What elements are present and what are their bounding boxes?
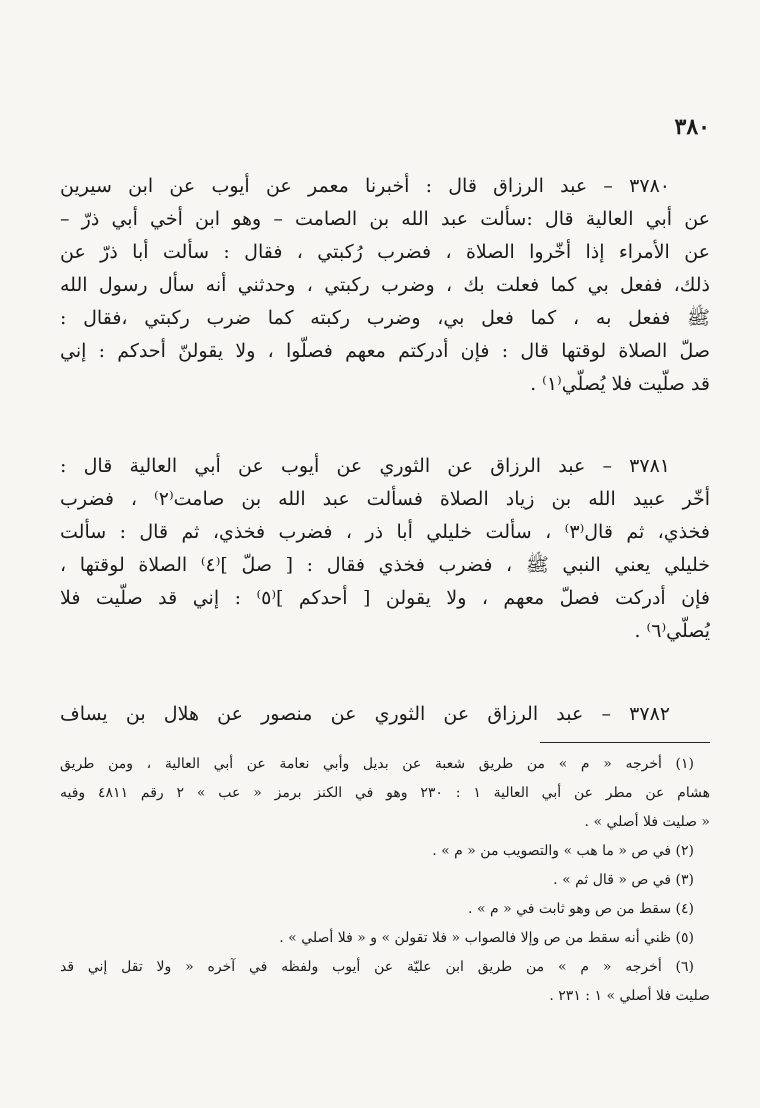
- text-line: يُصلّي⁽٦⁾ .: [634, 620, 710, 642]
- text-line: ذلك، ففعل بي كما فعلت بك ، وضرب ركبتي ، وحدثني أنه سأل رسول الله: [60, 274, 710, 296]
- footnotes: [60, 750, 710, 1011]
- text-line: ٣٧٨٠ – عبد الرزاق قال : أخبرنا معمر عن أيوب عن ابن سيرين: [60, 175, 670, 197]
- footnote-line: « صليت فلا أصلي » .: [584, 814, 710, 830]
- footnote-line: صليت فلا أصلي » ١ : ٢٣١ .: [549, 988, 710, 1004]
- footnote-divider: [540, 742, 710, 743]
- text-line: ٣٧٨٢ – عبد الرزاق عن الثوري عن منصور عن هلال بن يساف: [60, 703, 670, 725]
- hadith-3780: [60, 170, 710, 401]
- footnote-line: (٦) أخرجه « م » من طريق ابن عليّة عن أيوب ولفظه في آخره « ولا تقل إني قد: [60, 959, 694, 975]
- footnote-line: هشام عن مطر عن أبي العالية ١ : ٢٣٠ وهو في الكنز برمز « عب » ٢ رقم ٤٨١١ وفيه: [60, 785, 710, 801]
- book-page: [60, 110, 710, 1080]
- text-line: ٣٧٨١ – عبد الرزاق عن الثوري عن أيوب عن أبي العالية قال :: [60, 455, 670, 477]
- footnote-line: (٣) في ص « قال ثم » .: [553, 872, 694, 888]
- text-line: عن الأمراء إذا أخّروا الصلاة ، فضرب رُكبتي ، فقال : سألت أبا ذرّ عن: [60, 241, 710, 263]
- text-line: عن أبي العالية قال :سألت عبد الله بن الصامت – وهو ابن أخي أبي ذرّ –: [60, 208, 710, 230]
- text-line: فخذي، ثم قال⁽٣⁾ ، سألت خليلي أبا ذر ، فضرب فخذي، ثم قال : سألت: [60, 521, 710, 543]
- text-line: خليلي يعني النبي ﷺ ، فضرب فخذي فقال : [ صلّ ]⁽٤⁾ الصلاة لوقتها ،: [60, 554, 710, 576]
- footnote-line: (٤) سقط من ص وهو ثابت في « م » .: [468, 901, 694, 917]
- page-number: ٣٨٠: [674, 114, 710, 140]
- text-line: قد صلّيت فلا يُصلّي⁽١⁾ .: [530, 373, 710, 395]
- hadith-3782: [60, 698, 710, 731]
- text-line: ﷺ ففعل به ، كما فعل بي، وضرب ركبته كما ضرب ركبتي ،فقال :: [60, 307, 710, 329]
- text-line: أخّر عبيد الله بن زياد الصلاة فسألت عبد الله بن صامت⁽٢⁾ ، فضرب: [60, 488, 710, 510]
- footnote-line: (١) أخرجه « م » من طريق شعبة عن بديل وأبي نعامة عن أبي العالية ، ومن طريق: [60, 756, 694, 772]
- text-line: فإن أدركت فصلّ معهم ، ولا يقولن [ أحدكم ]⁽٥⁾ : إني قد صلّيت فلا: [60, 587, 710, 609]
- text-line: صلّ الصلاة لوقتها قال : فإن أدركتم معهم فصلّوا ، ولا يقولنّ أحدكم : إني: [60, 340, 710, 362]
- hadith-3781: [60, 450, 710, 648]
- footnote-line: (٢) في ص « ما هب » والتصويب من « م » .: [432, 843, 694, 859]
- footnote-line: (٥) ظني أنه سقط من ص وإلا فالصواب « فلا تقولن » و « فلا أصلي » .: [279, 930, 694, 946]
